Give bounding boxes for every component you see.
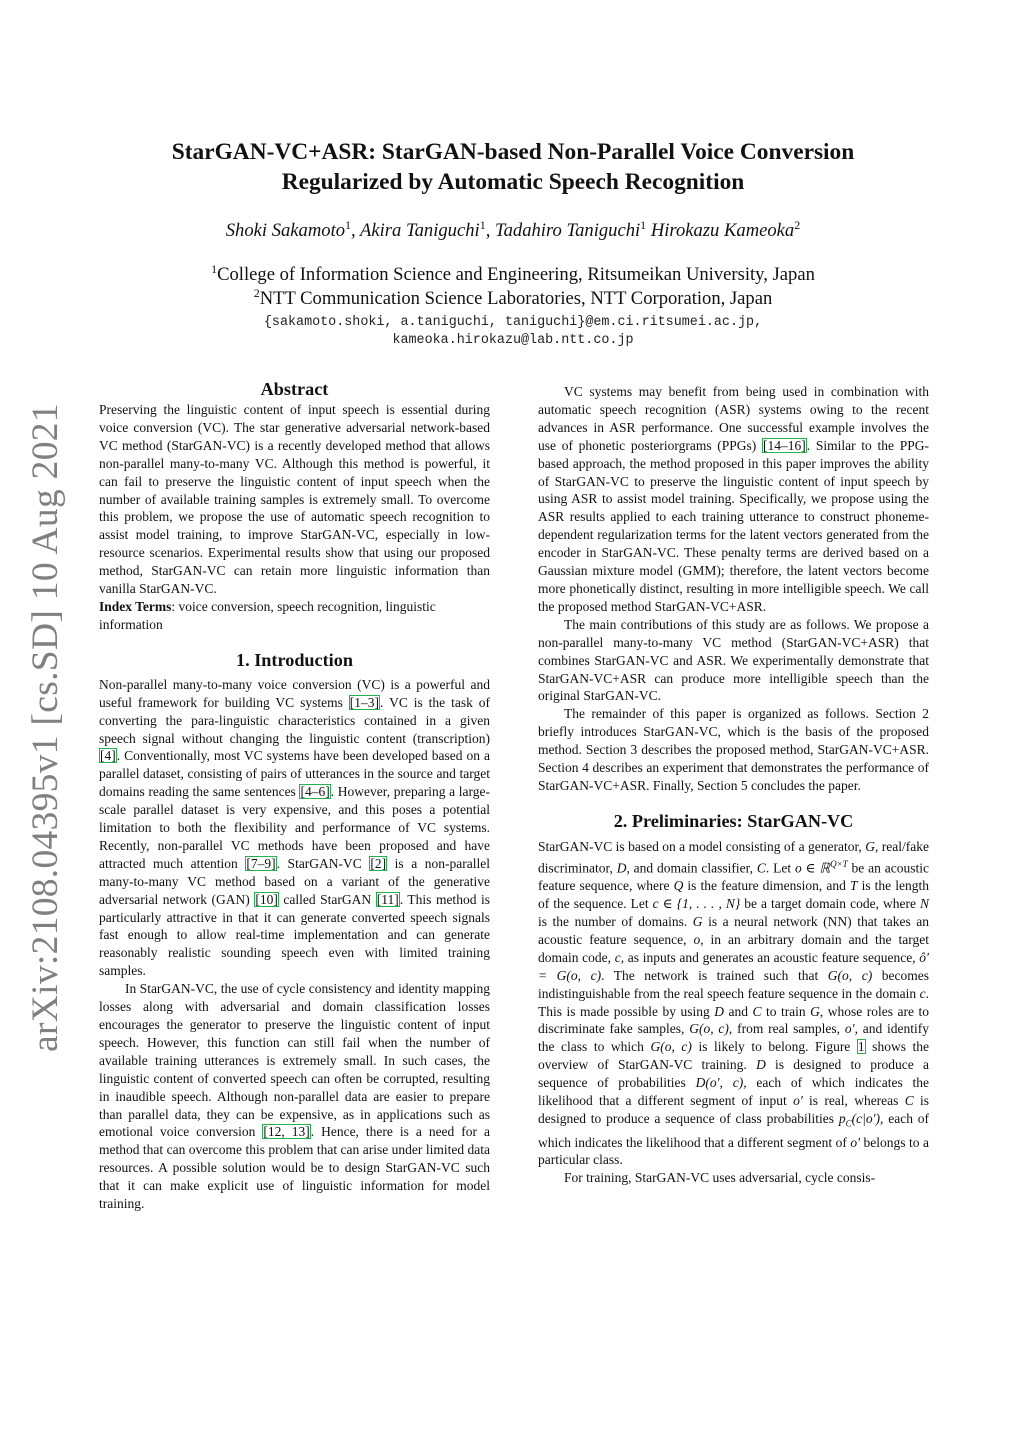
text-run: , in an arbitrary domain and the target domain code, bbox=[538, 931, 929, 965]
text-run: Non-parallel many-to-many voice conversion (VC) is a powerful and useful framework for building VC systems bbox=[99, 676, 490, 710]
text-run: VC systems may benefit from being used in combination with automatic speech recognition (ASR) systems owing to the recent advances in ASR performance. One successful example involves the use of phonetic posteriorgrams (PPGs) bbox=[538, 384, 929, 453]
text-run: . Hence, there is a need for a method that can overcome this problem that can arise under limited data resources. A possible solution would be to design StarGAN-VC such that it can make explicit use of linguistic information for model training. bbox=[99, 1124, 490, 1212]
figure-reference-link[interactable]: 1 bbox=[857, 1039, 865, 1055]
math-symbol: D bbox=[616, 860, 627, 876]
text-run: , and identify the class to which bbox=[538, 1021, 930, 1055]
math-expression: ô′ = G(o, c) bbox=[538, 949, 929, 983]
author-affiliation-mark: 1 bbox=[479, 218, 486, 232]
text-run: shows the overview of StarGAN-VC training. bbox=[538, 1039, 929, 1073]
abstract-heading: Abstract bbox=[260, 379, 329, 399]
text-run: is designed to produce a sequence of probabilities bbox=[538, 1057, 929, 1091]
right-paragraph-5: For training, StarGAN-VC uses adversarial, cycle consis- bbox=[564, 1170, 876, 1186]
text-run: , whose roles are to discriminate fake samples, bbox=[538, 1003, 929, 1037]
citation-link[interactable]: [10] bbox=[255, 891, 278, 907]
math-symbol: Q bbox=[673, 878, 684, 894]
citation-link[interactable]: [14–16] bbox=[763, 437, 806, 453]
citation-link[interactable]: [4–6] bbox=[300, 784, 330, 800]
text-run: , and domain classifier, bbox=[626, 860, 757, 876]
email-line-1: {sakamoto.shoki, a.taniguchi, taniguchi}@em.ci.ritsumei.ac.jp, bbox=[263, 315, 763, 330]
math-symbol: c bbox=[614, 949, 621, 965]
math-expression: (c|o′) bbox=[851, 1110, 881, 1126]
affiliation-mark: 1 bbox=[211, 262, 218, 276]
text-run: . StarGAN-VC bbox=[276, 855, 370, 871]
right-column bbox=[538, 383, 929, 1187]
arxiv-identifier: arXiv:2108.04395v1 [cs.SD] 10 Aug 2021 bbox=[25, 403, 66, 1052]
citation-link[interactable]: [2] bbox=[370, 855, 387, 871]
author-affiliation-mark: 2 bbox=[794, 218, 801, 232]
text-run: is the feature dimension, and bbox=[683, 878, 850, 894]
text-run: is a non-parallel many-to-many VC method based on a variant of the generative adversarial network (GAN) bbox=[99, 855, 490, 907]
text-run: to train bbox=[761, 1003, 811, 1019]
preliminaries-paragraph bbox=[538, 838, 929, 1170]
author-name: Akira Taniguchi bbox=[360, 220, 480, 241]
citation-link[interactable]: [11] bbox=[376, 891, 399, 907]
text-run: . This is made possible by using bbox=[538, 985, 929, 1019]
intro-paragraph-2 bbox=[99, 980, 490, 1213]
author-affiliation-mark: 1 bbox=[640, 218, 647, 232]
text-run: be a target domain code, where bbox=[740, 896, 920, 912]
text-run: and bbox=[723, 1003, 753, 1019]
right-paragraph-3: The remainder of this paper is organized as follows. Section 2 briefly introduces StarGAN-VC, which is the basis of the proposed method. Section 3 describes the proposed method, StarGAN-VC+ASR. Section 4 describes an experiment that demonstrates the performance of StarGAN-VC+ASR. Finally, Section 5 concludes the paper. bbox=[538, 706, 929, 793]
text-run: In StarGAN-VC, the use of cycle consistency and identity mapping losses along with adversarial and domain classification losses encourages the generator to preserve the linguistic content of input speech. However, this function can still fail when the number of available training utterances is extremely small. In such cases, the linguistic content of converted speech can often be corrupted, resulting in inaudible speech. Although non-parallel data are easier to prepare than parallel data, they can be expensive, as in applications such as emotional voice conversion bbox=[99, 981, 490, 1140]
index-terms bbox=[99, 598, 490, 634]
author-name: Shoki Sakamoto bbox=[225, 220, 346, 241]
text-run: is designed to produce a sequence of class probabilities bbox=[538, 1093, 929, 1126]
math-symbol: D bbox=[714, 1003, 724, 1019]
author-name: Tadahiro Taniguchi bbox=[494, 220, 641, 241]
math-symbol: T bbox=[849, 878, 858, 894]
text-run: . However, preparing a large-scale parallel dataset is very expensive, and this poses a potential limitation to both the flexibility and performance of VC systems. Recently, non-parallel VC methods have been proposed and have attracted much attention bbox=[99, 784, 491, 871]
text-run: . The network is trained such that bbox=[601, 967, 828, 983]
affiliation-2 bbox=[100, 286, 926, 310]
text-run: , real/fake discriminator, bbox=[538, 838, 929, 876]
math-symbol: D bbox=[756, 1057, 766, 1073]
author-list bbox=[100, 218, 926, 242]
affiliation-text: College of Information Science and Engineering, Ritsumeikan University, Japan bbox=[217, 264, 815, 285]
preliminaries-heading: 2. Preliminaries: StarGAN-VC bbox=[613, 810, 854, 831]
text-run: belongs to a particular class. bbox=[538, 1134, 929, 1168]
title-line-2: Regularized by Automatic Speech Recognition bbox=[281, 168, 745, 195]
intro-paragraph-1 bbox=[99, 676, 490, 980]
text-run: be an acoustic feature sequence, where bbox=[538, 860, 929, 894]
math-expression: G(o, c) bbox=[650, 1039, 692, 1055]
text-run: is real, whereas bbox=[802, 1093, 905, 1109]
math-symbol: c bbox=[919, 985, 926, 1001]
math-expression: D(o′, c) bbox=[695, 1075, 744, 1091]
left-column bbox=[99, 378, 490, 1213]
author-separator: , bbox=[351, 220, 361, 241]
right-paragraph-2: The main contributions of this study are as follows. We propose a non-parallel many-to-many VC method (StarGAN-VC+ASR) that combines StarGAN-VC and ASR. We experimentally demonstrate that StarGAN-VC+ASR can produce more intelligible speech than the original StarGAN-VC. bbox=[538, 616, 929, 704]
math-symbol: C bbox=[756, 860, 766, 876]
math-superscript: Q×T bbox=[830, 858, 848, 869]
right-paragraph-1 bbox=[538, 383, 929, 616]
math-symbol: o bbox=[693, 931, 701, 947]
math-expression: G(o, c) bbox=[689, 1021, 729, 1037]
text-run: is a neural network (NN) that takes an acoustic feature sequence, bbox=[538, 913, 929, 947]
text-run: called StarGAN bbox=[278, 891, 376, 907]
math-expression: G(o, c) bbox=[827, 967, 873, 983]
text-run: . VC is the task of converting the para-linguistic characteristics contained in a given speech signal without changing the linguistic content (transcription) bbox=[99, 694, 490, 746]
index-terms-label: Index Terms bbox=[99, 598, 172, 614]
text-run: is likely to belong. Figure bbox=[691, 1039, 857, 1055]
text-run: . Similar to the PPG-based approach, the method proposed in this paper improves the ability of StarGAN-VC to preserve the linguistic content of input speech by using ASR to assist model training. Specifically, we propose using the ASR results applied to each training utterance to construct phoneme-dependent regularization terms for the latent vectors generated from the encoder in StarGAN-VC. These penalty terms are derived based on a Gaussian mixture model (GMM); therefore, the latent vectors become more phonetically distinct, resulting in more intelligible speech. We call the proposed method StarGAN-VC+ASR. bbox=[538, 437, 929, 614]
text-run: . Let bbox=[765, 860, 795, 876]
math-expression: c ∈ {1, . . . , N} bbox=[652, 896, 741, 912]
text-run: , from real samples, bbox=[728, 1021, 845, 1037]
citation-link[interactable]: [7–9] bbox=[246, 855, 276, 871]
math-symbol: G bbox=[692, 913, 703, 929]
citation-link[interactable]: [1–3] bbox=[349, 694, 380, 710]
citation-link[interactable]: [12, 13] bbox=[263, 1124, 310, 1140]
math-expression: o ∈ ℝ bbox=[794, 860, 831, 876]
text-run: , each of which indicates the likelihood that a different segment of bbox=[538, 1110, 929, 1150]
math-subscript: C bbox=[845, 1118, 852, 1129]
math-symbol: p bbox=[838, 1110, 846, 1126]
math-symbol: C bbox=[904, 1093, 914, 1109]
text-run: is the number of domains. bbox=[538, 913, 693, 929]
math-symbol: o′ bbox=[793, 1093, 803, 1109]
math-symbol: G bbox=[865, 838, 875, 854]
math-symbol: C bbox=[752, 1003, 762, 1019]
text-run: is the length of the sequence. Let bbox=[538, 878, 929, 912]
affiliation-mark: 2 bbox=[253, 286, 260, 300]
author-affiliation-mark: 1 bbox=[345, 218, 352, 232]
text-run: , each of which indicates the likelihood that a different segment of input bbox=[538, 1075, 929, 1109]
title-line-1: StarGAN-VC+ASR: StarGAN-based Non-Parallel Voice Conversion bbox=[171, 139, 855, 165]
text-run: . Conventionally, most VC systems have been developed based on a parallel dataset, consisting of pairs of utterances in the source and target domains reading the same sentences bbox=[99, 748, 490, 800]
introduction-heading: 1. Introduction bbox=[236, 649, 353, 670]
index-terms-text: : voice conversion, speech recognition, linguistic information bbox=[99, 598, 436, 632]
abstract-text: Preserving the linguistic content of input speech is essential during voice conversion (VC). The star generative adversarial network-based VC method (StarGAN-VC) is a recently developed method that allows non-parallel many-to-many VC. Although this method is powerful, it can fail to preserve the linguistic content of input speech when the number of available training samples is extremely small. To overcome this problem, we propose the use of automatic speech recognition to assist model training, to improve StarGAN-VC, especially in low-resource scenarios. Experimental results show that using our proposed method, StarGAN-VC can retain more linguistic information than vanilla StarGAN-VC. bbox=[99, 402, 490, 597]
author-separator: , bbox=[485, 220, 495, 241]
math-symbol: N bbox=[919, 896, 929, 912]
math-symbol: G bbox=[810, 1003, 820, 1019]
paper-title bbox=[100, 138, 926, 197]
affiliation-text: NTT Communication Science Laboratories, NTT Corporation, Japan bbox=[259, 288, 773, 309]
author-name: Hirokazu Kameoka bbox=[650, 220, 795, 241]
text-run: , as inputs and generates an acoustic feature sequence, bbox=[620, 949, 920, 965]
math-symbol: o′ bbox=[850, 1134, 861, 1150]
math-symbol: o′ bbox=[844, 1021, 855, 1037]
email-line-2: kameoka.hirokazu@lab.ntt.co.jp bbox=[392, 333, 634, 348]
citation-link[interactable]: [4] bbox=[100, 748, 116, 764]
text-run: StarGAN-VC is based on a model consisting of a generator, bbox=[538, 838, 866, 854]
text-run: becomes indistinguishable from the real speech feature sequence in the domain bbox=[538, 967, 930, 1001]
text-run: . This method is particularly attractive in that it can generate converted speech signals fast enough to allow real-time implementation and can generate reasonably realistic sounding speech even with limited training samples. bbox=[99, 891, 490, 979]
affiliation-1 bbox=[100, 262, 926, 286]
